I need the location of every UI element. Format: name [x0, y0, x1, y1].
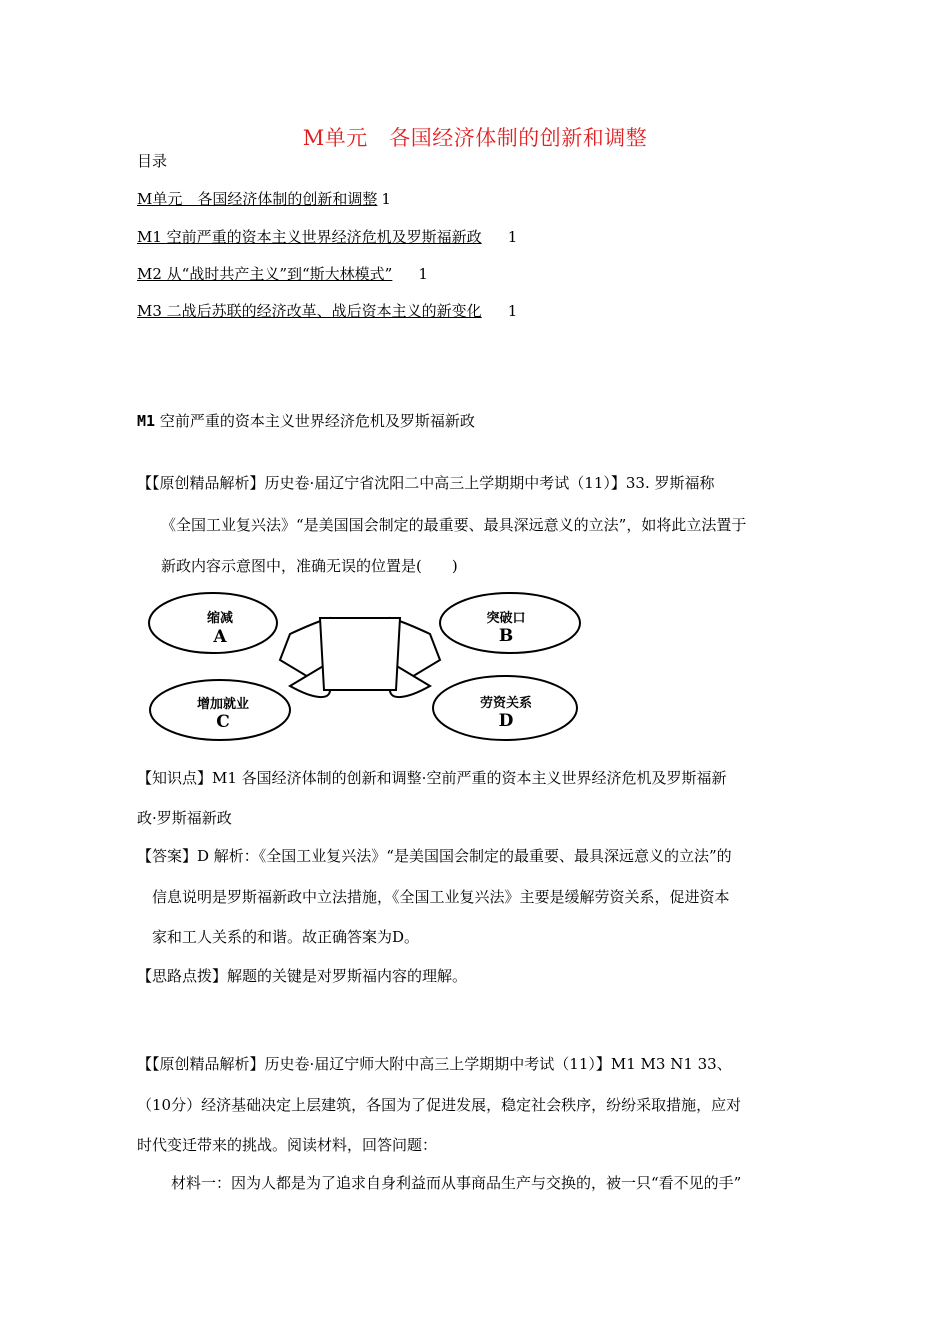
toc-item-title[interactable]: M3 二战后苏联的经济改革、战后资本主义的新变化	[137, 302, 482, 320]
q2-line2: （10分）经济基础决定上层建筑，各国为了促进发展，稳定社会秩序，纷纷采取措施，应对	[137, 1096, 742, 1114]
q2-line3: 时代变迁带来的挑战。阅读材料，回答问题：	[137, 1136, 438, 1154]
oval-b-letter: B	[498, 626, 514, 646]
section-code: M1	[137, 412, 156, 430]
toc-item-title[interactable]: M单元 各国经济体制的创新和调整	[137, 190, 378, 208]
q1-line2: 《全国工业复兴法》“是美国国会制定的最重要、最具深远意义的立法”，如将此立法置于	[161, 516, 747, 534]
oval-c-label: 增加就业	[196, 697, 250, 712]
toc-item-m2[interactable]	[137, 263, 428, 284]
center-scroll	[320, 618, 400, 690]
answer-line1: 【答案】D 解析：《全国工业复兴法》“是美国国会制定的最重要、最具深远意义的立法”的	[137, 847, 732, 865]
oval-a-letter: A	[213, 627, 227, 647]
toc-item-page: 1	[418, 265, 428, 283]
oval-c-letter: C	[216, 712, 230, 732]
q1-line3: 新政内容示意图中，准确无误的位置是( )	[161, 557, 458, 575]
toc-item-page: 1	[381, 190, 391, 208]
new-deal-diagram	[140, 590, 585, 750]
oval-a-label: 缩减	[206, 611, 234, 626]
oval-d-letter: D	[498, 711, 514, 731]
toc-item-title[interactable]: M1 空前严重的资本主义世界经济危机及罗斯福新政	[137, 228, 482, 246]
document-title: M单元 各国经济体制的创新和调整	[302, 126, 648, 150]
knowledge-line2: 政·罗斯福新政	[137, 809, 232, 827]
knowledge-line1: 【知识点】M1 各国经济体制的创新和调整·空前严重的资本主义世界经济危机及罗斯福新	[137, 769, 727, 787]
q1-line1: 【【原创精品解析】历史卷·届辽宁省沈阳二中高三上学期期中考试（11）】33. 罗斯福称	[137, 474, 715, 492]
hint-line1: 【思路点拨】解题的关键是对罗斯福内容的理解。	[137, 967, 468, 985]
toc-item-title[interactable]: M2 从“战时共产主义”到“斯大林模式”	[137, 265, 393, 283]
answer-line2: 信息说明是罗斯福新政中立法措施，《全国工业复兴法》主要是缓解劳资关系，促进资本	[152, 888, 730, 906]
toc-item-page: 1	[507, 302, 518, 320]
toc-item-page: 1	[507, 228, 518, 246]
oval-d-label: 劳资关系	[479, 696, 533, 711]
section-title: 空前严重的资本主义世界经济危机及罗斯福新政	[155, 412, 475, 430]
section-heading	[137, 410, 475, 431]
q2-line4: 材料一：因为人都是为了追求自身利益而从事商品生产与交换的，被一只“看不见的手”	[171, 1174, 742, 1192]
answer-line3: 家和工人关系的和谐。故正确答案为D。	[152, 928, 420, 946]
toc-item-m[interactable]	[137, 188, 391, 209]
q2-line1: 【【原创精品解析】历史卷·届辽宁师大附中高三上学期期中考试（11）】M1 M3 N1 33、	[137, 1055, 732, 1073]
toc-item-m3[interactable]	[137, 300, 517, 321]
toc-item-m1[interactable]	[137, 226, 517, 247]
toc-heading: 目录	[137, 152, 168, 170]
oval-b-label: 突破口	[486, 611, 526, 626]
